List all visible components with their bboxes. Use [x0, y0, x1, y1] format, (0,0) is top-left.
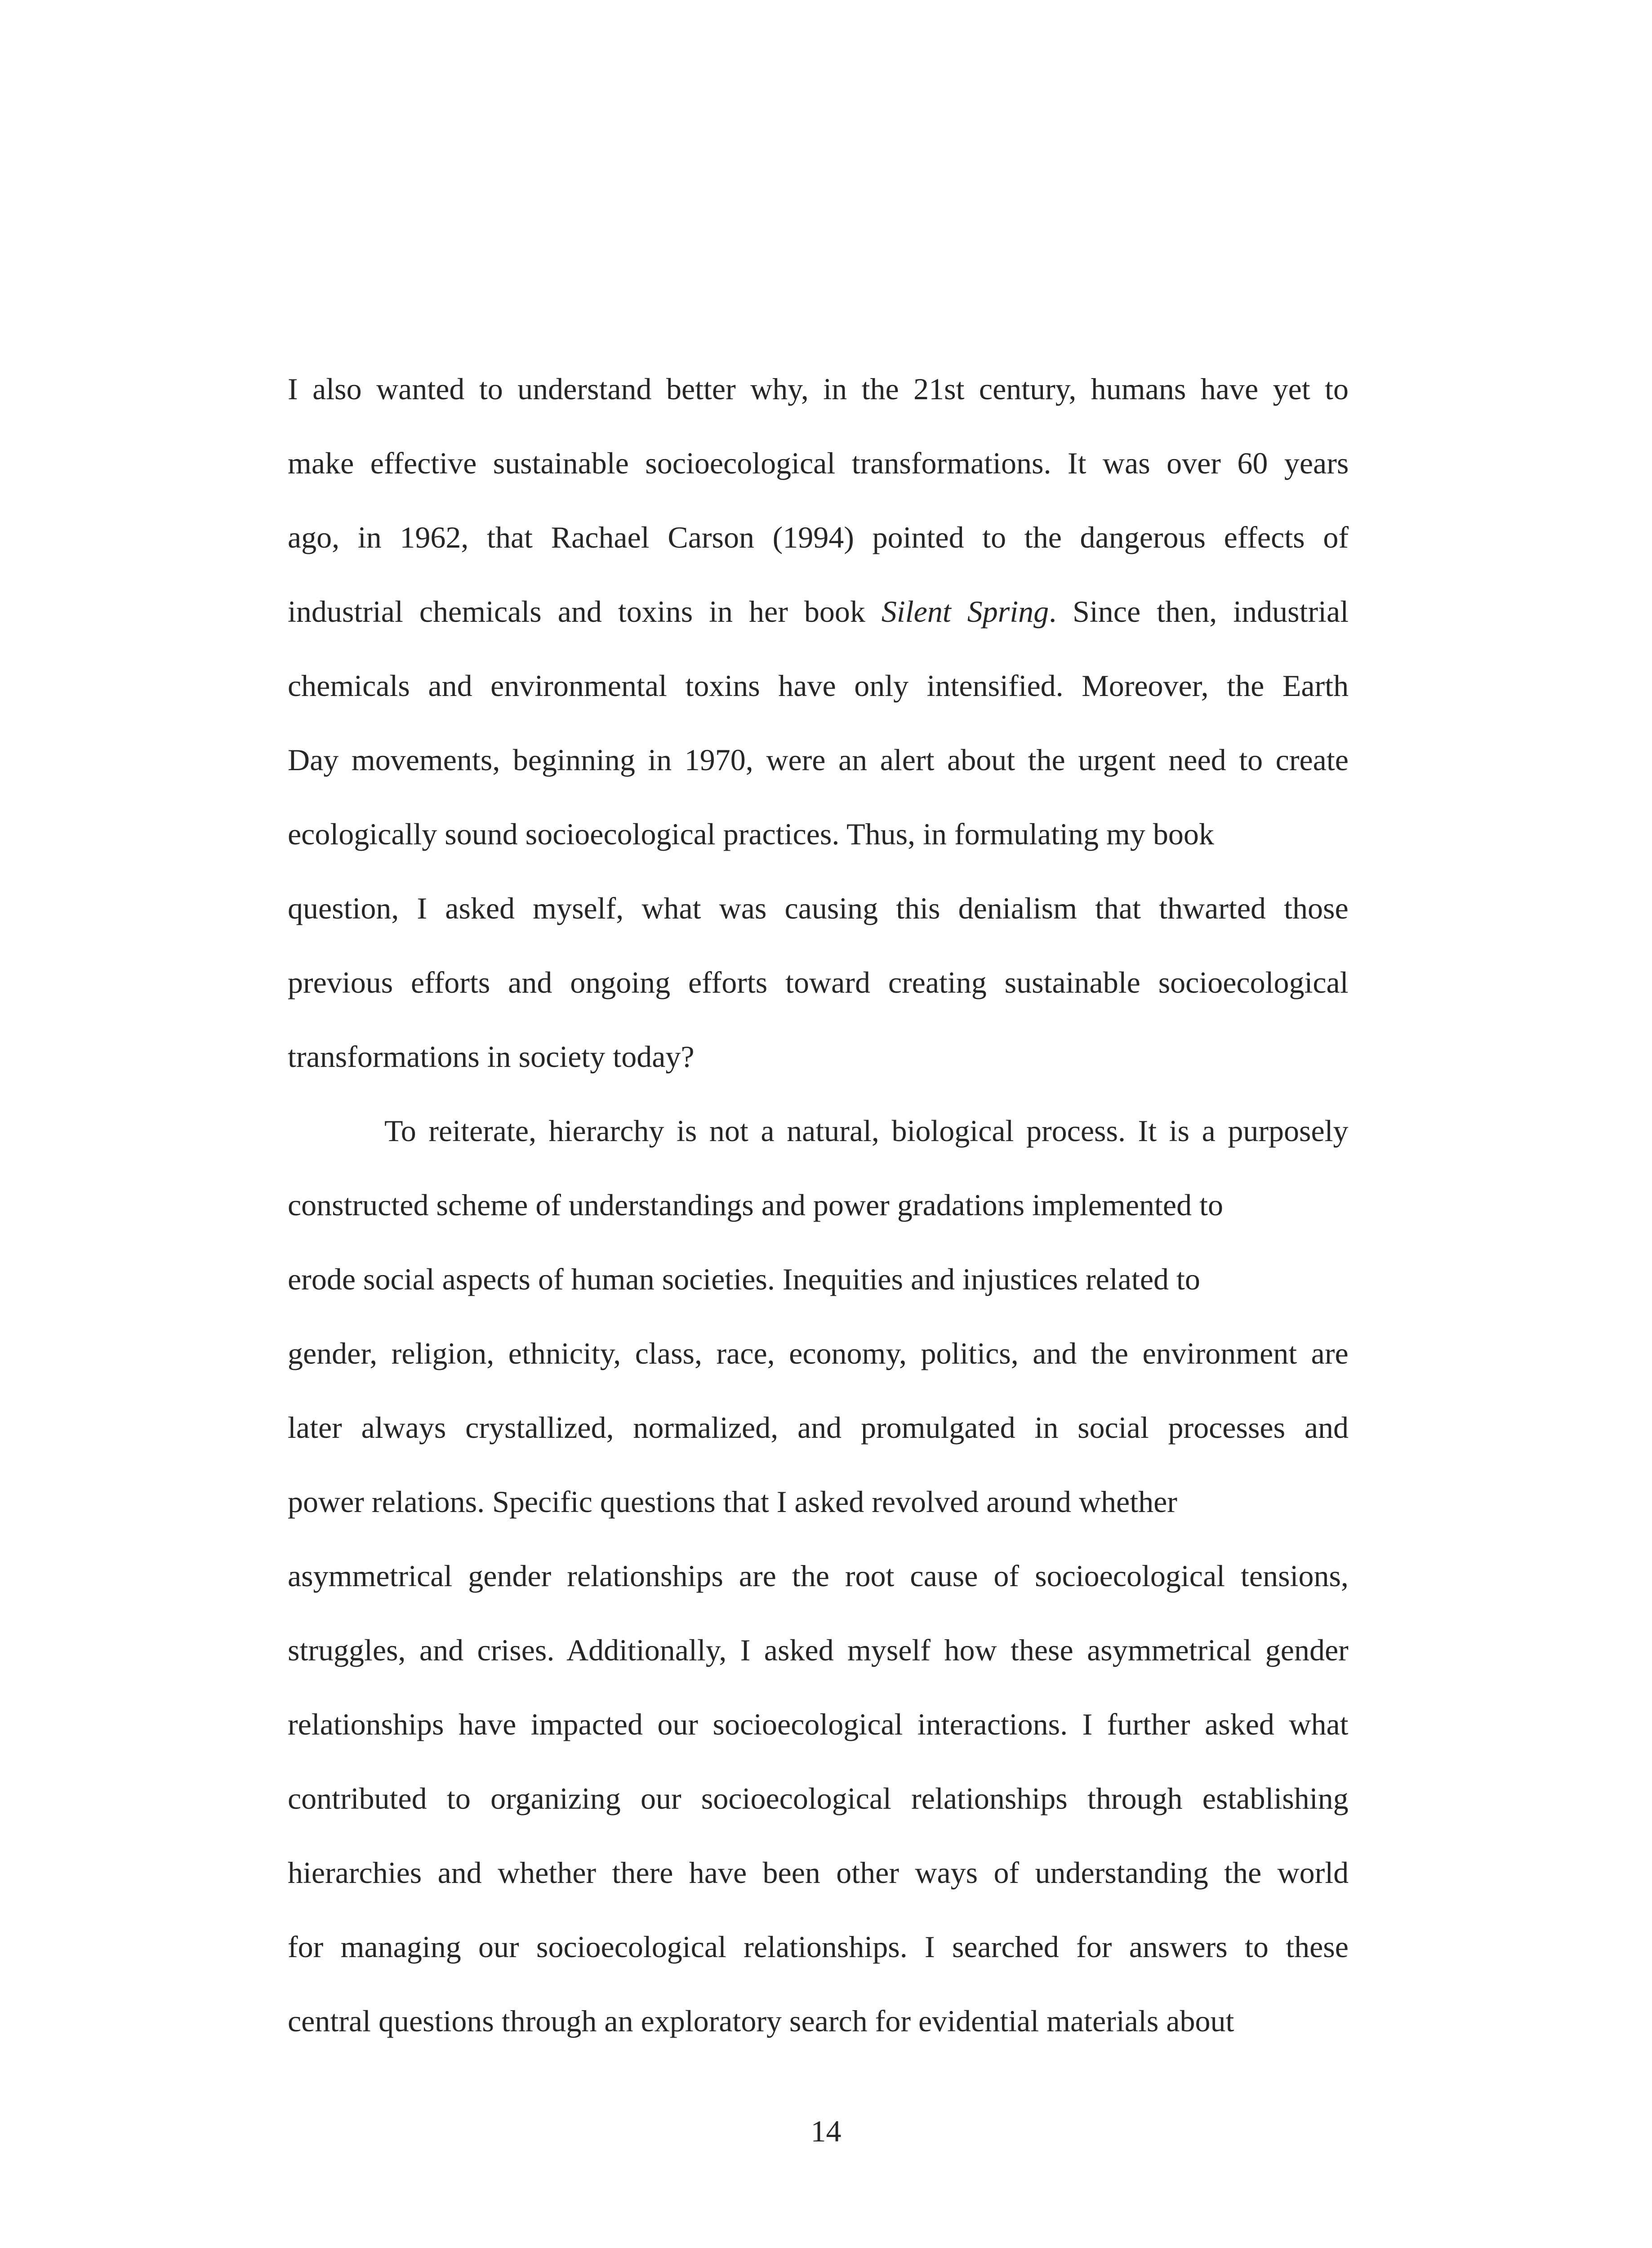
- body-text-line: power relations. Specific questions that I asked revolved around whether: [288, 1485, 1177, 1519]
- body-text-line: gender, religion, ethnicity, class, race, economy, politics, and the environment are: [288, 1336, 1349, 1370]
- body-text-line-indented: To reiterate, hierarchy is not a natural, biological process. It is a purposely: [384, 1114, 1349, 1148]
- body-text-line: previous efforts and ongoing efforts toward creating sustainable socioecological: [288, 965, 1349, 999]
- body-text-line: relationships have impacted our socioecological interactions. I further asked what: [288, 1707, 1349, 1741]
- page-number: 14: [810, 2114, 842, 2148]
- body-text-line: later always crystallized, normalized, and promulgated in social processes and: [288, 1410, 1349, 1445]
- body-text-line: transformations in society today?: [288, 1039, 695, 1074]
- body-text-line: erode social aspects of human societies. Inequities and injustices related to: [288, 1262, 1200, 1296]
- body-text-line: ago, in 1962, that Rachael Carson (1994) pointed to the dangerous effects of: [288, 520, 1349, 554]
- book-title-italic: Silent Spring: [881, 594, 1049, 629]
- body-text-line: hierarchies and whether there have been other ways of understanding the world: [288, 1855, 1349, 1890]
- body-text-line: constructed scheme of understandings and power gradations implemented to: [288, 1188, 1223, 1222]
- body-text-line: chemicals and environmental toxins have only intensified. Moreover, the Earth: [288, 669, 1349, 703]
- body-text-line: [288, 591, 1349, 632]
- body-text-segment: . Since then, industrial: [1049, 594, 1349, 629]
- body-text-line: asymmetrical gender relationships are the root cause of socioecological tensions,: [288, 1559, 1349, 1593]
- body-text-line: Day movements, beginning in 1970, were an alert about the urgent need to create: [288, 743, 1349, 777]
- body-text-line: contributed to organizing our socioecological relationships through establishing: [288, 1781, 1349, 1815]
- body-text-line: ecologically sound socioecological practices. Thus, in formulating my book: [288, 817, 1214, 851]
- body-text-line: for managing our socioecological relationships. I searched for answers to these: [288, 1930, 1349, 1964]
- body-text-line: struggles, and crises. Additionally, I asked myself how these asymmetrical gender: [288, 1633, 1349, 1667]
- body-text-line: I also wanted to understand better why, in the 21st century, humans have yet to: [288, 372, 1349, 406]
- body-text-line: central questions through an exploratory search for evidential materials about: [288, 2004, 1234, 2038]
- body-text-line: make effective sustainable socioecological transformations. It was over 60 years: [288, 446, 1349, 480]
- body-text-segment: industrial chemicals and toxins in her book: [288, 594, 882, 629]
- body-text-line: question, I asked myself, what was causing this denialism that thwarted those: [288, 891, 1349, 925]
